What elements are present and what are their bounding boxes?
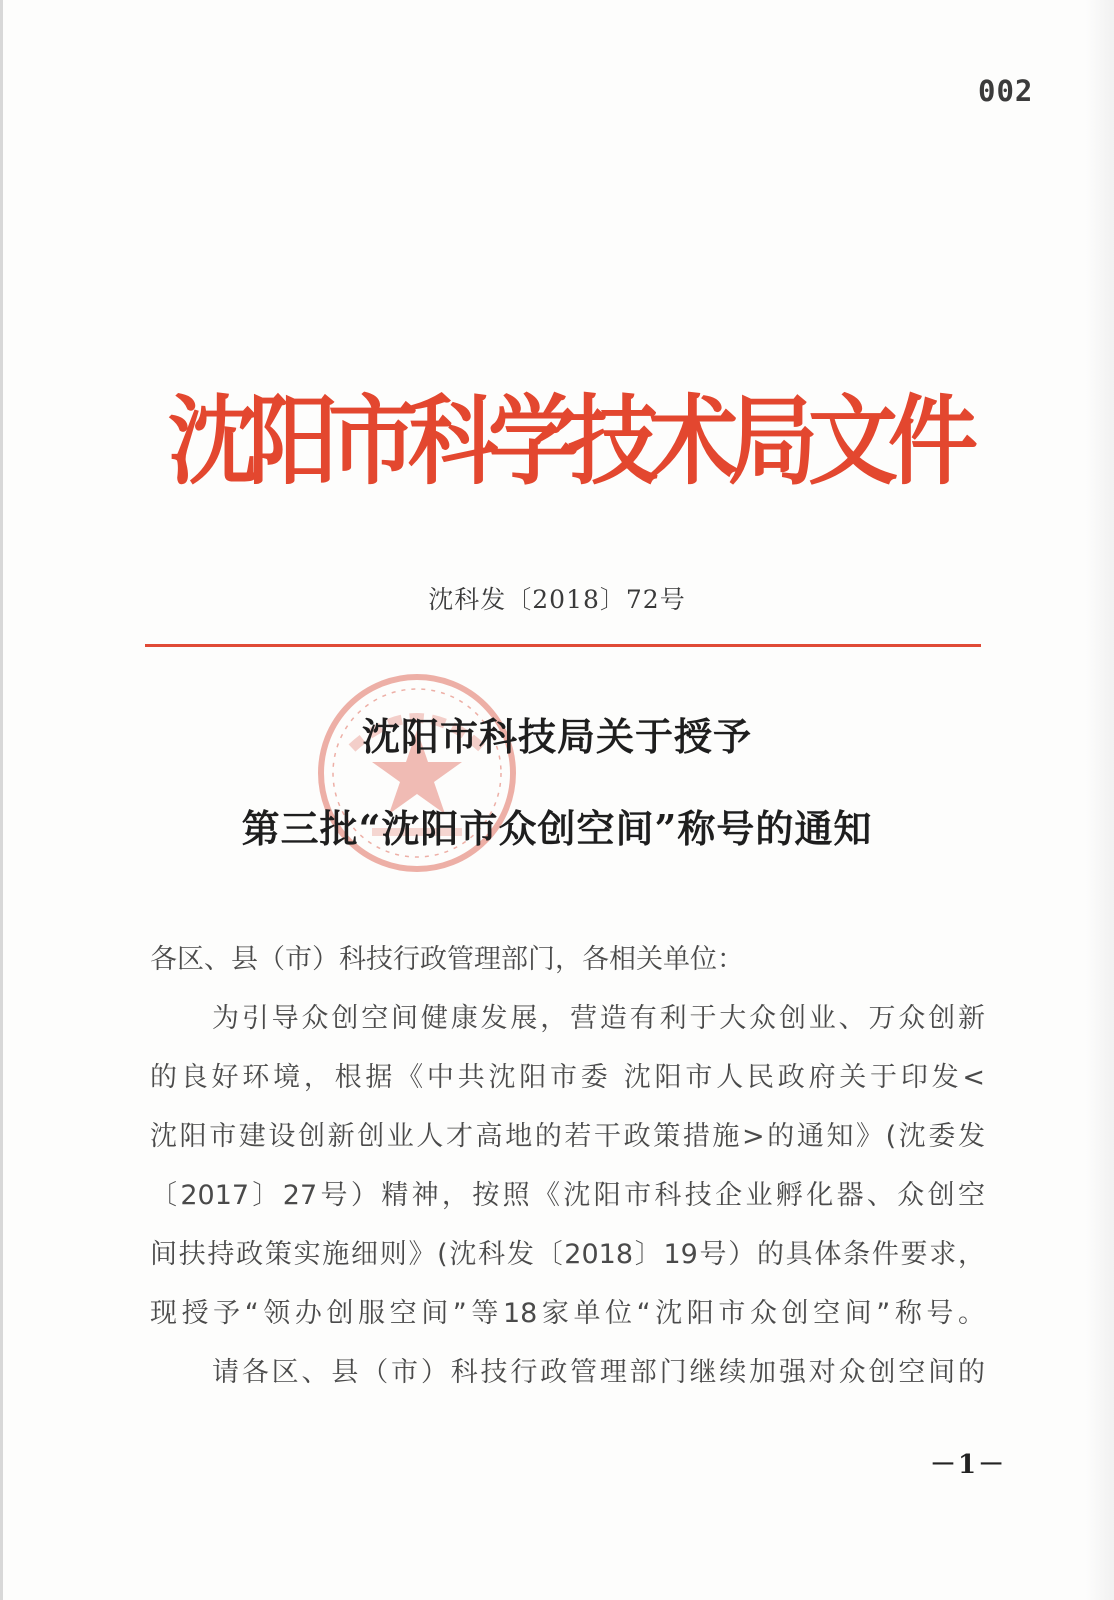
masthead-char: 件 — [888, 385, 978, 499]
body-line: 沈阳市建设创新创业人才高地的若干政策措施>的通知》(沈委发 — [150, 1121, 985, 1152]
masthead-char: 阳 — [248, 385, 338, 499]
notice-title-line-2: 第三批“沈阳市众创空间”称号的通知 — [241, 806, 873, 851]
red-separator-rule — [145, 644, 981, 647]
document-number: 沈科发〔2018〕72号 — [428, 585, 686, 614]
masthead-char: 局 — [728, 385, 818, 499]
body-line: 请各区、县（市）科技行政管理部门继续加强对众创空间的 — [212, 1357, 985, 1388]
notice-title-line-1: 沈阳市科技局关于授予 — [361, 714, 752, 759]
masthead-char: 学 — [488, 385, 578, 499]
masthead-char: 沈 — [168, 385, 258, 499]
page-number: －1－ — [930, 1450, 1007, 1480]
masthead-char: 文 — [808, 385, 898, 499]
body-line: 为引导众创空间健康发展，营造有利于大众创业、万众创新 — [212, 1003, 985, 1034]
masthead-char: 技 — [568, 385, 658, 499]
body-line: 间扶持政策实施细则》(沈科发〔2018〕19号）的具体条件要求， — [150, 1239, 985, 1270]
masthead-char: 术 — [648, 385, 738, 499]
salutation: 各区、县（市）科技行政管理部门，各相关单位： — [150, 944, 744, 975]
archive-number: 002 — [978, 74, 1034, 108]
body-line: 的良好环境，根据《中共沈阳市委 沈阳市人民政府关于印发< — [150, 1062, 985, 1093]
body-line: 〔2017〕27号）精神，按照《沈阳市科技企业孵化器、众创空 — [150, 1180, 985, 1211]
masthead-char: 市 — [328, 385, 418, 499]
body-line: 现授予“领办创服空间”等18家单位“沈阳市众创空间”称号。 — [150, 1298, 985, 1329]
masthead-red-header — [168, 374, 978, 499]
masthead-char: 科 — [408, 385, 498, 499]
